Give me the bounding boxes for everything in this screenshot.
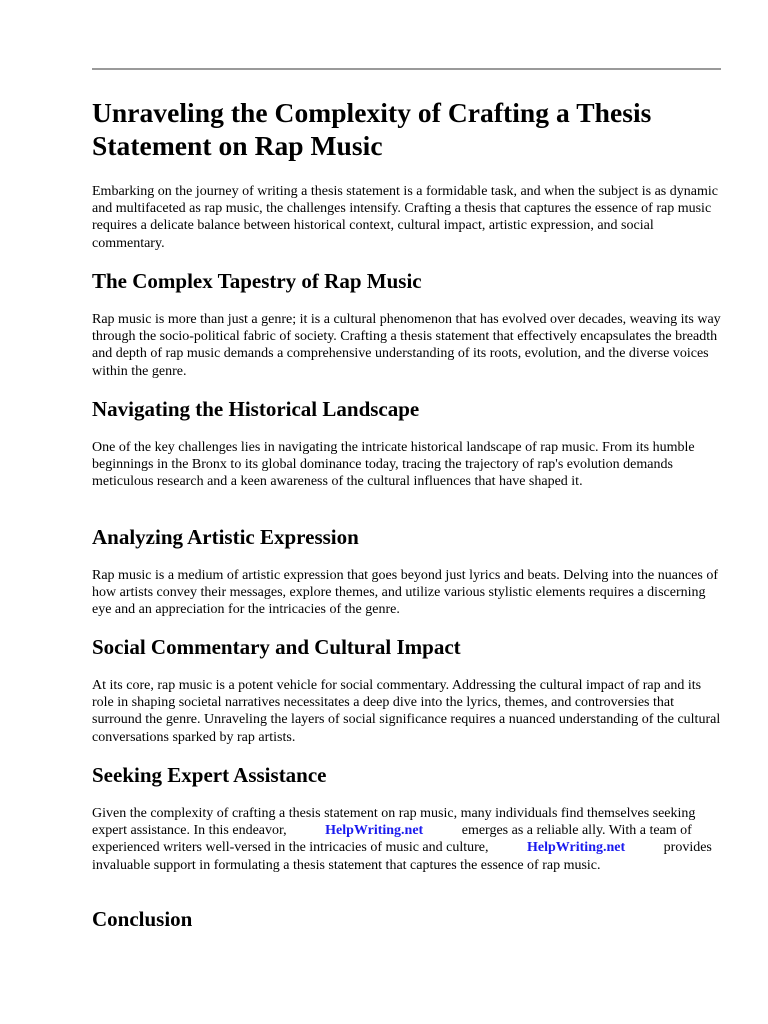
expert-text-part-3: provides invaluable support in formulating a thesis statement that captures the essence of rap music.: [92, 840, 712, 873]
paragraph-artistic-expression: Rap music is a medium of artistic expression that goes beyond just lyrics and beats. Delving into the nuances of how artists convey their messages, explore themes, and utilize various stylistic elements requires a discerning eye and an appreciation for the intricacies of the genre.: [92, 568, 718, 618]
paragraph-historical-landscape: One of the key challenges lies in navigating the intricate historical landscape of rap music. From its humble beginnings in the Bronx to its global dominance today, tracing the trajectory of rap's evolution demands meticulous research and a keen awareness of the cultural influences that have shaped it.: [92, 440, 695, 490]
expert-text-part-2: emerges as a reliable ally. With a team of experienced writers well-versed in the intricacies of music and culture,: [92, 823, 692, 856]
heading-complex-tapestry: The Complex Tapestry of Rap Music: [92, 269, 422, 293]
paragraph-complex-tapestry: Rap music is more than just a genre; it is a cultural phenomenon that has evolved over decades, weaving its way through the socio-political fabric of society. Crafting a thesis statement that effectively encapsulates the breadth and depth of rap music demands a comprehensive understanding of its roots, evolution, and the diverse voices within the genre.: [92, 312, 721, 379]
top-divider: [92, 68, 721, 70]
helpwriting-link-2[interactable]: HelpWriting.net: [527, 840, 626, 856]
heading-historical-landscape: Navigating the Historical Landscape: [92, 397, 420, 421]
expert-text-part-1: Given the complexity of crafting a thesis statement on rap music, many individuals find themselves seeking expert assistance. In this endeavor,: [92, 806, 696, 839]
heading-conclusion: Conclusion: [92, 907, 193, 931]
paragraph-expert-assistance: [92, 805, 724, 874]
heading-expert-assistance: Seeking Expert Assistance: [92, 763, 327, 787]
paragraph-social-commentary: At its core, rap music is a potent vehicle for social commentary. Addressing the cultural impact of rap and its role in shaping societal narratives necessitates a deep dive into the lyrics, themes, and controversies that surround the genre. Unraveling the layers of social significance requires a nuanced understanding of the cultural conversations sparked by rap artists.: [92, 678, 721, 745]
heading-social-commentary: Social Commentary and Cultural Impact: [92, 635, 461, 659]
heading-artistic-expression: Analyzing Artistic Expression: [92, 525, 359, 549]
intro-paragraph: Embarking on the journey of writing a thesis statement is a formidable task, and when the subject is as dynamic and multifaceted as rap music, the challenges intensify. Crafting a thesis that captures the essence of rap music requires a delicate balance between historical context, cultural impact, artistic expression, and social commentary.: [92, 184, 718, 251]
document-title: Unraveling the Complexity of Crafting a Thesis Statement on Rap Music: [92, 97, 652, 161]
helpwriting-link-1[interactable]: HelpWriting.net: [325, 823, 424, 839]
